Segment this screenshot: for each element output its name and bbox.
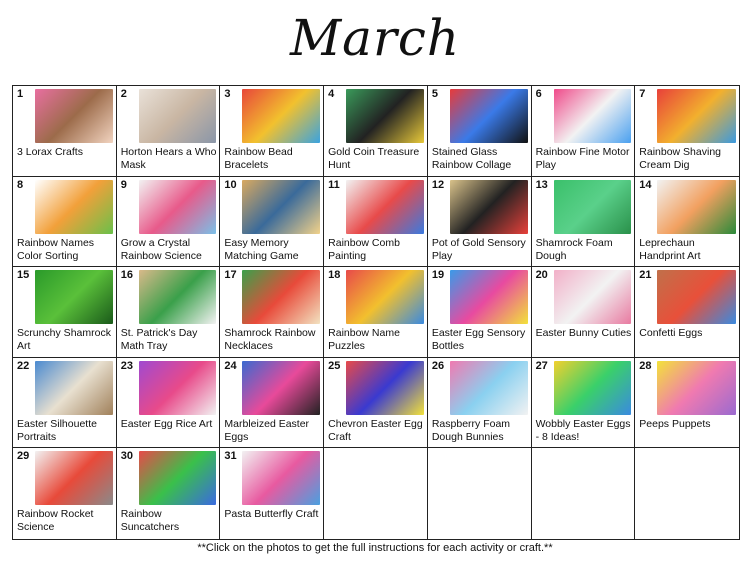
calendar-day-17	[220, 267, 324, 358]
day-number: 6	[535, 88, 542, 100]
activity-photo[interactable]	[346, 180, 424, 234]
calendar-day-29	[13, 448, 117, 539]
activity-photo[interactable]	[242, 270, 320, 324]
calendar-day-15	[13, 267, 117, 358]
activity-photo[interactable]	[450, 270, 528, 324]
activity-photo[interactable]	[450, 89, 528, 143]
calendar-day-24	[220, 358, 324, 449]
day-number: 12	[431, 178, 445, 191]
day-number: 5	[431, 88, 438, 100]
activity-photo[interactable]	[346, 361, 424, 415]
day-number: 31	[224, 450, 237, 463]
activity-photo[interactable]	[346, 89, 424, 143]
calendar-day-7	[635, 86, 739, 177]
day-number: 2	[120, 88, 127, 100]
calendar-day-13	[532, 177, 636, 268]
calendar-day-22	[13, 358, 117, 449]
calendar-day-31	[220, 448, 324, 539]
activity-photo[interactable]	[242, 180, 320, 234]
activity-title: Raspberry Foam Dough Bunnies	[431, 417, 511, 443]
activity-photo[interactable]	[554, 361, 632, 415]
page-title: March	[289, 9, 461, 67]
day-number: 7	[639, 88, 646, 100]
activity-title: Rainbow Suncatchers	[120, 508, 180, 534]
calendar-day-30	[117, 448, 221, 539]
activity-photo[interactable]	[242, 451, 320, 505]
activity-title: Confetti Eggs	[639, 327, 703, 340]
calendar-day-8	[13, 177, 117, 268]
calendar-day-23	[117, 358, 221, 449]
activity-title: 3 Lorax Crafts	[17, 146, 83, 158]
calendar-day-11	[324, 177, 428, 268]
activity-photo[interactable]	[554, 89, 632, 143]
activity-title: Grow a Crystal Rainbow Science	[120, 236, 202, 262]
day-number: 30	[120, 450, 133, 463]
calendar-grid	[12, 85, 740, 540]
calendar-day-25	[324, 358, 428, 449]
activity-title: Gold Coin Treasure Hunt	[328, 146, 420, 171]
activity-title: Shamrock Foam Dough	[535, 236, 613, 262]
activity-photo[interactable]	[242, 89, 320, 143]
calendar-day-2	[117, 86, 221, 177]
calendar-day-26	[428, 358, 532, 449]
calendar-empty-cell	[532, 448, 636, 539]
calendar-day-28	[635, 358, 739, 449]
activity-title: Rainbow Shaving Cream Dig	[639, 146, 721, 171]
calendar-day-4	[324, 86, 428, 177]
footer-note: **Click on the photos to get the full instructions for each activity or craft.**	[197, 542, 553, 554]
calendar-empty-cell	[428, 448, 532, 539]
activity-photo[interactable]	[657, 180, 736, 234]
activity-title: Pot of Gold Sensory Play	[431, 236, 526, 262]
day-number: 9	[120, 178, 127, 191]
calendar-day-10	[220, 177, 324, 268]
activity-title: Rainbow Names Color Sorting	[17, 236, 95, 262]
activity-photo[interactable]	[657, 361, 736, 415]
activity-photo[interactable]	[450, 361, 528, 415]
activity-title: Easter Egg Rice Art	[120, 417, 213, 430]
activity-title: Leprechaun Handprint Art	[639, 236, 701, 262]
activity-photo[interactable]	[657, 89, 736, 143]
activity-photo[interactable]	[139, 270, 217, 324]
activity-title: Scrunchy Shamrock Art	[17, 327, 111, 353]
activity-title: Rainbow Rocket Science	[17, 508, 94, 534]
activity-title: Shamrock Rainbow Necklaces	[224, 327, 316, 353]
calendar-day-9	[117, 177, 221, 268]
day-number: 26	[431, 359, 445, 372]
calendar-day-6	[532, 86, 636, 177]
activity-title: Easter Bunny Cuties	[535, 327, 632, 340]
calendar-day-19	[428, 267, 532, 358]
day-number: 16	[120, 269, 133, 282]
calendar-day-21	[635, 267, 739, 358]
day-number: 17	[224, 269, 237, 282]
calendar-empty-cell	[324, 448, 428, 539]
activity-title: Easter Egg Sensory Bottles	[431, 327, 526, 353]
activity-title: Easy Memory Matching Game	[224, 236, 299, 262]
activity-title: Easter Silhouette Portraits	[17, 417, 97, 443]
day-number: 10	[224, 178, 237, 191]
activity-title: Stained Glass Rainbow Collage	[431, 146, 512, 171]
calendar-day-1	[13, 86, 117, 177]
activity-title: Rainbow Comb Painting	[328, 236, 400, 262]
activity-title: Rainbow Fine Motor Play	[535, 146, 630, 171]
activity-photo[interactable]	[35, 361, 113, 415]
day-number: 15	[17, 269, 30, 282]
day-number: 4	[328, 88, 335, 100]
calendar-empty-cell	[635, 448, 739, 539]
activity-title: Peeps Puppets	[639, 417, 711, 430]
day-number: 13	[535, 178, 548, 191]
activity-photo[interactable]	[554, 180, 632, 234]
calendar-day-5	[428, 86, 532, 177]
day-number: 25	[328, 359, 341, 372]
day-number: 1	[17, 88, 24, 100]
activity-photo[interactable]	[35, 451, 113, 505]
activity-photo[interactable]	[554, 270, 632, 324]
activity-title: St. Patrick's Day Math Tray	[120, 327, 198, 353]
day-number: 20	[535, 269, 548, 282]
calendar-day-20	[532, 267, 636, 358]
day-number: 3	[224, 88, 231, 100]
day-number: 21	[639, 269, 652, 282]
activity-photo[interactable]	[35, 270, 113, 324]
day-number: 14	[639, 178, 652, 191]
activity-title: Marbleized Easter Eggs	[224, 417, 310, 443]
activity-photo[interactable]	[139, 180, 217, 234]
activity-photo[interactable]	[242, 361, 320, 415]
activity-title: Rainbow Bead Bracelets	[224, 146, 293, 171]
activity-photo[interactable]	[35, 180, 113, 234]
activity-title: Pasta Butterfly Craft	[224, 508, 319, 521]
activity-photo[interactable]	[139, 451, 217, 505]
activity-photo[interactable]	[657, 270, 736, 324]
calendar-day-27	[532, 358, 636, 449]
activity-title: Wobbly Easter Eggs - 8 Ideas!	[535, 417, 631, 443]
day-number: 18	[328, 269, 341, 282]
activity-title: Horton Hears a Who Mask	[120, 146, 217, 171]
day-number: 8	[17, 178, 24, 191]
day-number: 27	[535, 359, 548, 372]
day-number: 24	[224, 359, 237, 372]
calendar-day-18	[324, 267, 428, 358]
activity-photo[interactable]	[139, 89, 217, 143]
day-number: 29	[17, 450, 30, 463]
calendar-day-3	[220, 86, 324, 177]
activity-title: Rainbow Name Puzzles	[328, 327, 400, 353]
activity-photo[interactable]	[35, 89, 113, 143]
calendar-day-12	[428, 177, 532, 268]
activity-title: Chevron Easter Egg Craft	[328, 417, 423, 443]
day-number: 11	[328, 178, 340, 191]
day-number: 23	[120, 359, 133, 372]
calendar-day-16	[117, 267, 221, 358]
calendar-day-14	[635, 177, 739, 268]
activity-photo[interactable]	[139, 361, 217, 415]
day-number: 22	[17, 359, 30, 372]
day-number: 19	[431, 269, 445, 282]
activity-photo[interactable]	[346, 270, 424, 324]
activity-photo[interactable]	[450, 180, 528, 234]
day-number: 28	[639, 359, 652, 372]
